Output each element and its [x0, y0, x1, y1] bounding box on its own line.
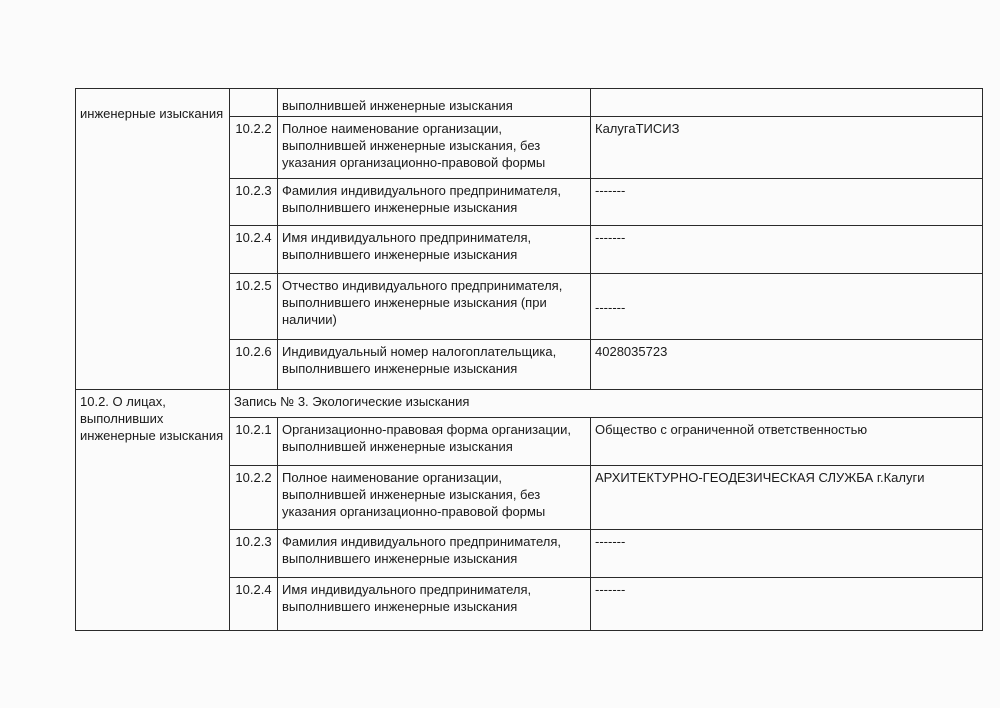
row-value: КалугаТИСИЗ — [591, 117, 983, 179]
row-value: 4028035723 — [591, 340, 983, 390]
row-value: ------- — [591, 530, 983, 578]
row-desc: Фамилия индивидуального предпринимателя, выполнившего инженерные изыскания — [278, 530, 591, 578]
row-desc: Фамилия индивидуального предпринимателя, выполнившего инженерные изыскания — [278, 179, 591, 226]
info-table — [75, 88, 983, 631]
row-value: ------- — [591, 578, 983, 631]
record-title: Запись № 3. Экологические изыскания — [230, 390, 983, 418]
row-number: 10.2.1 — [230, 418, 278, 466]
row-value: АРХИТЕКТУРНО-ГЕОДЕЗИЧЕСКАЯ СЛУЖБА г.Калуги — [591, 466, 983, 530]
row-number: 10.2.3 — [230, 179, 278, 226]
num-cell-empty — [230, 89, 278, 117]
row-number: 10.2.3 — [230, 530, 278, 578]
row-desc: Имя индивидуального предпринимателя, выполнившего инженерные изыскания — [278, 226, 591, 274]
section-label: инженерные изыскания — [80, 106, 224, 121]
row-number: 10.2.5 — [230, 274, 278, 340]
row-number: 10.2.2 — [230, 466, 278, 530]
section-label: 10.2. О лицах, выполнивших инженерные изыскания — [80, 394, 224, 443]
row-desc: Имя индивидуального предпринимателя, выполнившего инженерные изыскания — [278, 578, 591, 631]
table-row — [76, 390, 983, 418]
row-number: 10.2.4 — [230, 226, 278, 274]
row-desc: Организационно-правовая форма организации, выполнившей инженерные изыскания — [278, 418, 591, 466]
desc-cell — [278, 89, 591, 117]
table-row — [76, 89, 983, 117]
row-value: Общество с ограниченной ответственностью — [591, 418, 983, 466]
value-cell — [591, 89, 983, 117]
section-label-cell — [76, 89, 230, 390]
row-desc: Полное наименование организации, выполнившей инженерные изыскания, без указания организационно-правовой формы — [278, 117, 591, 179]
section-label-cell — [76, 390, 230, 631]
row-value: ------- — [591, 274, 983, 340]
row-value: ------- — [591, 226, 983, 274]
row-desc: выполнившей инженерные изыскания — [282, 98, 513, 113]
row-number: 10.2.2 — [230, 117, 278, 179]
row-number: 10.2.4 — [230, 578, 278, 631]
row-desc: Полное наименование организации, выполнившей инженерные изыскания, без указания организационно-правовой формы — [278, 466, 591, 530]
row-value: ------- — [591, 179, 983, 226]
row-desc: Отчество индивидуального предпринимателя, выполнившего инженерные изыскания (при наличии) — [278, 274, 591, 340]
row-number: 10.2.6 — [230, 340, 278, 390]
row-desc: Индивидуальный номер налогоплательщика, выполнившего инженерные изыскания — [278, 340, 591, 390]
